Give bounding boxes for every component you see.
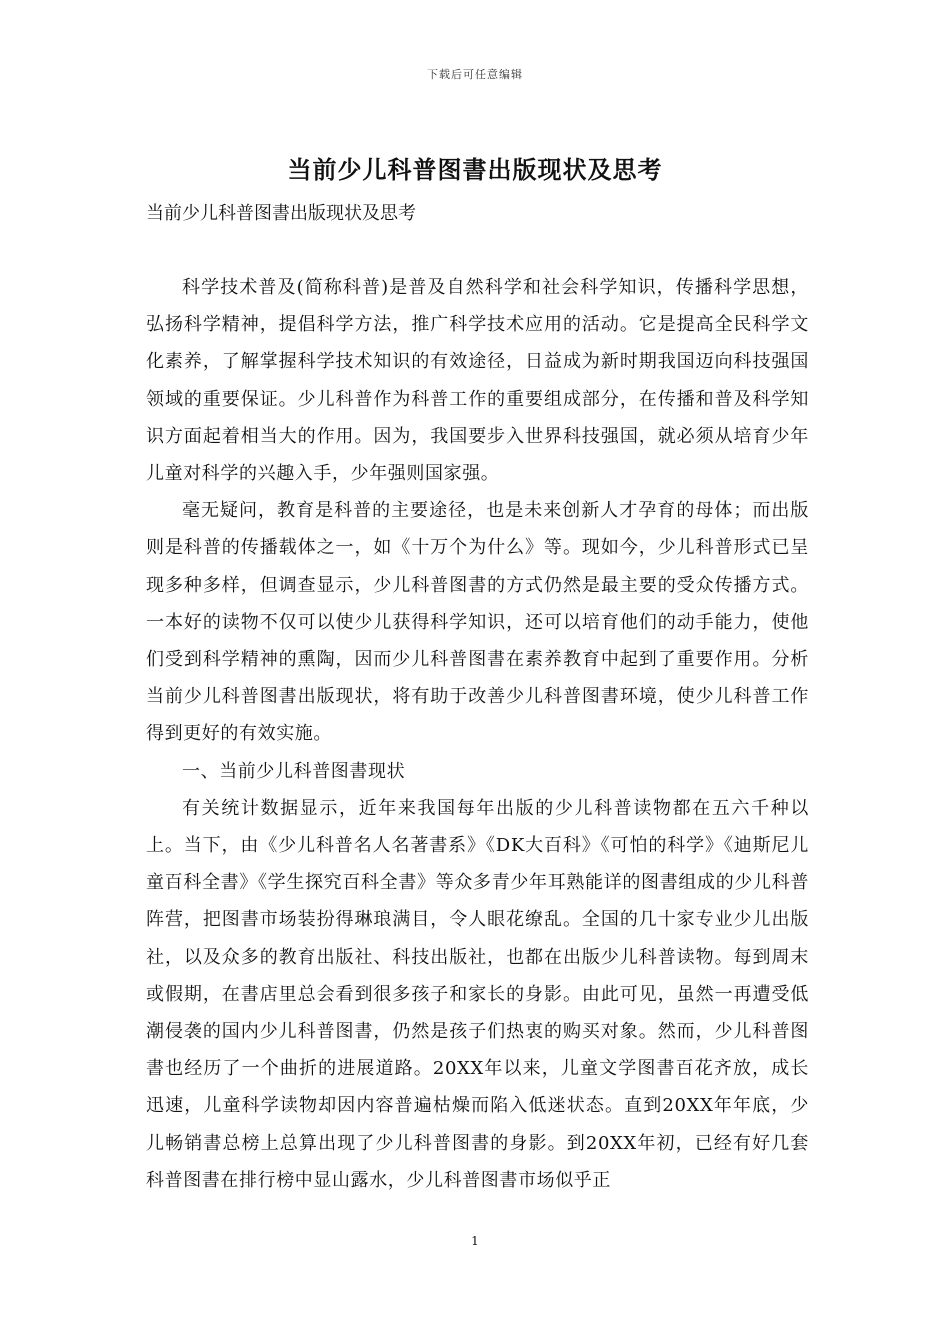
- document-body: [146, 269, 809, 1199]
- section-heading: 一、当前少儿科普图書现状: [182, 760, 406, 782]
- document-subtitle: 当前少儿科普图書出版现状及思考: [146, 203, 416, 224]
- page-header: 下载后可任意编辑: [427, 68, 523, 81]
- paragraph: 有关统计数据显示，近年来我国每年出版的少儿科普读物都在五六千种以上。当下，由《少儿科普名人名著書系》《DK大百科》《可怕的科学》《迪斯尼儿童百科全書》《学生探究百科全書》等众多青少年耳熟能详的图書组成的少儿科普阵营，把图書市场装扮得琳琅满目，令人眼花缭乱。全国的几十家专业少儿出版社，以及众多的教育出版社、科技出版社，也都在出版少儿科普读物。每到周末或假期，在書店里总会看到很多孩子和家长的身影。由此可见，虽然一再遭受低潮侵袭的国内少儿科普图書，仍然是孩子们热衷的购买对象。然而，少儿科普图書也经历了一个曲折的进展道路。20XX年以来，儿童文学图書百花齐放，成长迅速，儿童科学读物却因内容普遍枯燥而陷入低迷状态。直到20XX年年底，少儿畅销書总榜上总算出现了少儿科普图書的身影。到20XX年初，已经有好几套科普图書在排行榜中显山露水，少儿科普图書市场似乎正: [146, 797, 809, 1191]
- page-number: 1: [471, 1234, 479, 1248]
- paragraph: 科学技术普及(简称科普)是普及自然科学和社会科学知识，传播科学思想，弘扬科学精神，提倡科学方法，推广科学技术应用的活动。它是提高全民科学文化素养，了解掌握科学技术知识的有效途径，日益成为新时期我国迈向科技强国领域的重要保证。少儿科普作为科普工作的重要组成部分，在传播和普及科学知识方面起着相当大的作用。因为，我国要步入世界科技强国，就必须从培育少年儿童对科学的兴趣入手，少年强则国家强。: [146, 277, 809, 485]
- document-title: 当前少儿科普图書出版现状及思考: [287, 155, 663, 184]
- paragraph: 毫无疑问，教育是科普的主要途径，也是未来创新人才孕育的母体；而出版则是科普的传播载体之一，如《十万个为什么》等。现如今，少儿科普形式已呈现多种多样，但调查显示，少儿科普图書的方式仍然是最主要的受众传播方式。一本好的读物不仅可以使少儿获得科学知识，还可以培育他们的动手能力，使他们受到科学精神的熏陶，因而少儿科普图書在素养教育中起到了重要作用。分析当前少儿科普图書出版现状，将有助于改善少儿科普图書环境，使少儿科普工作得到更好的有效实施。: [146, 500, 809, 745]
